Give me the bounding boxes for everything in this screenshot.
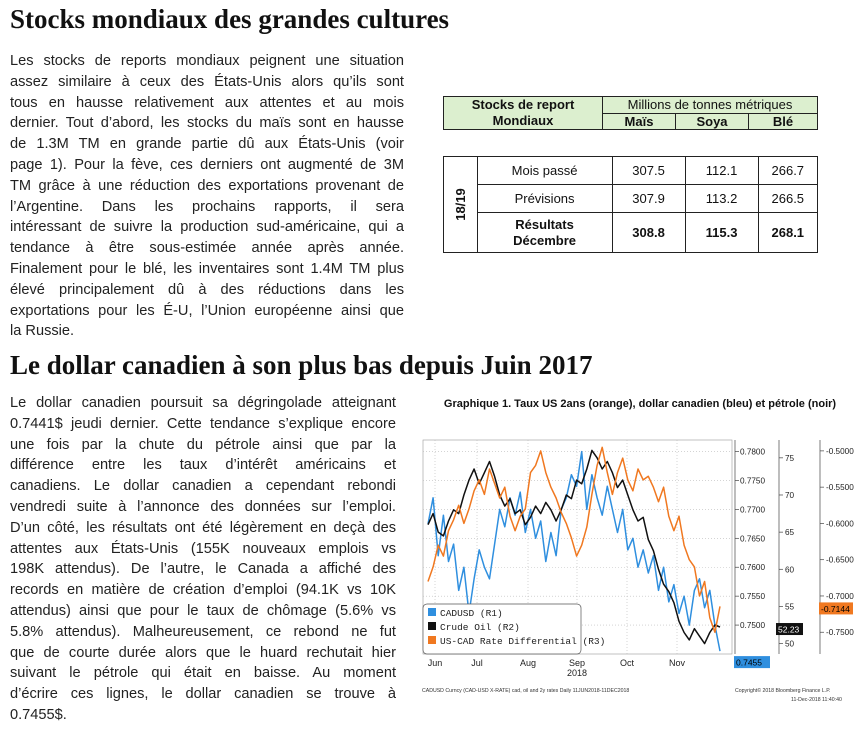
paragraph-line: vendredi suite à l’annonce des données sur l’emploi. (10, 498, 396, 515)
table-header-left: Stocks de report Mondiaux (444, 97, 603, 130)
legend-swatch (428, 608, 436, 616)
end-label-oil: 52.23 (778, 624, 800, 635)
paragraph-line: 0.7441$ jeudi dernier. Cette tendance s’explique encore (10, 415, 396, 432)
paragraph-line: d’écrire ces lignes, le dollar canadien se trouve à (10, 686, 396, 703)
cell-value: 113.2 (685, 185, 758, 213)
table-row (444, 157, 818, 185)
legend-swatch (428, 622, 436, 630)
x-tick-label: Jul (471, 658, 483, 668)
table-row (444, 185, 818, 213)
y-tick-label: 60 (785, 565, 795, 575)
y-tick-label: 75 (785, 453, 795, 463)
y-tick-label: 0.7750 (740, 476, 766, 486)
paragraph-line: attentes aux États-Unis (155K nouveaux emplois vs (10, 540, 396, 557)
paragraph-line: Les stocks de reports mondiaux peignent une situation (10, 53, 404, 69)
cell-value: 268.1 (758, 213, 817, 253)
paragraph-line: 5.8% attendus). Malheureusement, ce rebond ne fut (10, 623, 396, 640)
paragraph-line: TM grâce à une réduction des exportations provenant de (10, 177, 404, 194)
x-tick-label: Jun (427, 658, 443, 668)
y-tick-label: 55 (785, 602, 795, 612)
paragraph-line: tous en hausse relativement aux attentes et au mois (10, 94, 404, 111)
y-tick-label: -0.7000 (826, 591, 854, 601)
x-tick-label: Sep (568, 658, 586, 668)
section-title-dollar: Le dollar canadien à son plus bas depuis Juin 2017 (10, 350, 593, 380)
paragraph-stocks (10, 51, 404, 342)
y-tick-label: -0.5000 (826, 446, 854, 456)
row-label: Mois passé (477, 157, 612, 185)
legend-swatch (428, 636, 436, 644)
stocks-header-table (443, 96, 818, 130)
chart-figure (420, 432, 859, 710)
paragraph-line: attendus) ainsi que pour le taux de chômage (5.6% vs (10, 602, 396, 619)
paragraph-line: Le dollar canadien poursuit sa dégringolade atteignant (10, 395, 396, 411)
y-tick-label: 0.7600 (740, 563, 766, 573)
end-label-diff: -0.7144 (821, 603, 850, 614)
y-tick-label: 0.7700 (740, 505, 766, 515)
legend-label: US-CAD Rate Differential (R3) (440, 636, 606, 647)
period-label: 18/19 (452, 188, 468, 221)
paragraph-line: records en matière de création d’emploi (94.1K vs 10K (10, 582, 396, 599)
row-label: Résultats Décembre (477, 213, 612, 253)
paragraph-line: page 1). Pour la fève, ces derniers ont augmenté de 3M (10, 156, 404, 173)
y-tick-label: 0.7550 (740, 592, 766, 602)
y-tick-label: 0.7500 (740, 621, 766, 631)
legend (423, 604, 605, 654)
x-tick-label: Nov (668, 658, 686, 668)
y-tick-label: 65 (785, 528, 795, 538)
y-tick-label: 50 (785, 639, 795, 649)
y-tick-label: 70 (785, 490, 795, 500)
cell-value: 308.8 (612, 213, 685, 253)
paragraph-line: élevé principalement dû à des réductions dans les (10, 281, 404, 298)
cell-value: 307.5 (612, 157, 685, 185)
paragraph-line: différence entre les taux d’intérêt américains et (10, 457, 396, 474)
x-year-label: 2018 (566, 668, 588, 678)
chart-timestamp: 11-Dec-2018 11:40:40 (791, 697, 842, 703)
y-tick-label: -0.6500 (826, 555, 854, 565)
paragraph-line: une fois par la chute du pétrole ainsi que par la (10, 436, 396, 453)
paragraph-line: intéressant de suivre la production sud-américaine, qui a (10, 219, 404, 236)
section-title-stocks: Stocks mondiaux des grandes cultures (10, 4, 450, 34)
paragraph-line: dernier. Tout d’abord, les stocks du maïs sont en hausse (10, 115, 404, 132)
y-tick-label: -0.7500 (826, 628, 854, 638)
paragraph-line: la Russie. (10, 323, 75, 340)
paragraph-line: que de courte durée alors que le huard rechutait hier (10, 644, 396, 661)
paragraph-line: suivant le pétrole qui était en baisse. Au moment (10, 665, 396, 682)
paragraph-line: canadiens. Le dollar canadien a cependant rebondi (10, 478, 396, 495)
legend-label: CADUSD (R1) (440, 608, 503, 619)
paragraph-line: de 1.3M TM en grande partie dû aux États-Unis (voir (10, 136, 404, 153)
cell-value: 115.3 (685, 213, 758, 253)
period-cell (444, 157, 478, 253)
table-unit-header: Millions de tonnes métriques (603, 97, 818, 114)
paragraph-line: 198K attendus). De l’autre, le Canada a affiché des (10, 561, 396, 578)
row-label: Prévisions (477, 185, 612, 213)
paragraph-line: 0.7455$. (10, 706, 67, 723)
col-header-soya: Soya (676, 113, 749, 130)
end-label-cad: 0.7455 (736, 657, 762, 668)
y-tick-label: -0.5500 (826, 483, 854, 493)
col-header-ble: Blé (749, 113, 818, 130)
cell-value: 112.1 (685, 157, 758, 185)
paragraph-line: assez similaire à ceux des États-Unis alors qu’ils sont (10, 73, 404, 90)
paragraph-line: exportations pour les É-U, l’Union européenne ainsi que (10, 302, 404, 319)
chart-copyright: Copyright© 2018 Bloomberg Finance L.P. (735, 688, 831, 694)
paragraph-line: Finalement pour le blé, les inventaires sont 1.4M TM plus (10, 260, 404, 277)
cell-value: 266.5 (758, 185, 817, 213)
chart-title: Graphique 1. Taux US 2ans (orange), dollar canadien (bleu) et pétrole (noir) (443, 398, 837, 410)
paragraph-line: l’Argentine. Dans les prochains rapports, il sera (10, 198, 404, 215)
legend-label: Crude Oil (R2) (440, 622, 520, 633)
paragraph-line: D’un côté, les résultats ont été légèrement en deçà des (10, 519, 396, 536)
table-row (444, 213, 818, 253)
cell-value: 266.7 (758, 157, 817, 185)
cell-value: 307.9 (612, 185, 685, 213)
paragraph-line: tendance à être sous-estimée année après année. (10, 240, 404, 257)
y-tick-label: 0.7800 (740, 447, 766, 457)
col-header-mais: Maïs (603, 113, 676, 130)
stocks-data-table (443, 156, 818, 253)
y-tick-label: 0.7650 (740, 534, 766, 544)
y-tick-label: -0.6000 (826, 519, 854, 529)
chart-source-note: CADUSD Curncy (CAD-USD X-RATE) cad, oil and 2y rates Daily 11JUN2018-11DEC2018 (422, 688, 630, 694)
paragraph-dollar (10, 393, 396, 726)
x-tick-label: Aug (519, 658, 537, 668)
x-tick-label: Oct (619, 658, 635, 668)
